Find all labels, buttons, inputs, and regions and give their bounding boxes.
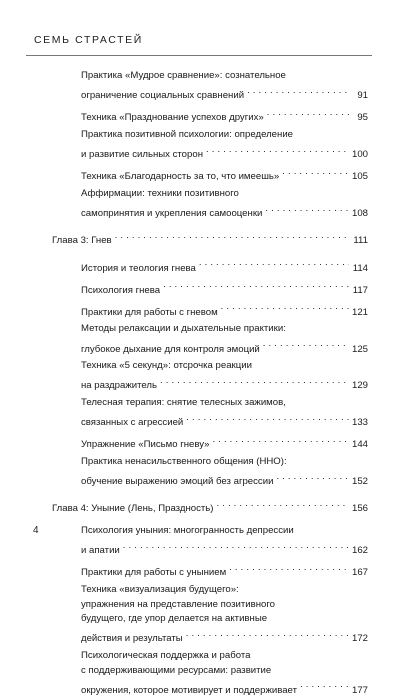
toc-entry-line bbox=[81, 455, 368, 470]
toc-entry-line bbox=[81, 539, 368, 559]
toc-entry-line bbox=[81, 561, 368, 581]
page-number: 4 bbox=[33, 525, 39, 536]
dot-leader bbox=[163, 278, 349, 293]
toc-entry-line bbox=[81, 278, 368, 298]
toc-entry-title: Психологическая поддержка и работа bbox=[81, 649, 251, 661]
toc-entry-line bbox=[81, 322, 368, 337]
toc-section-entry bbox=[81, 455, 368, 490]
toc-section-entry bbox=[81, 322, 368, 357]
toc-entry-title: упражнения на представление позитивного bbox=[81, 598, 275, 610]
toc-entry-line bbox=[81, 411, 368, 431]
toc-page-number: 100 bbox=[351, 149, 368, 161]
dot-leader bbox=[282, 165, 349, 180]
toc-section-entry bbox=[81, 165, 368, 185]
toc-entry-title: и развитие сильных сторон bbox=[81, 149, 203, 161]
toc-section-entry bbox=[81, 433, 368, 453]
dot-leader bbox=[206, 143, 349, 158]
toc-entry-line bbox=[52, 497, 368, 517]
toc-entry-title: Упражнение «Письмо гневу» bbox=[81, 439, 210, 451]
toc-page-number: 156 bbox=[351, 503, 368, 515]
toc-page-number: 125 bbox=[351, 343, 368, 355]
toc-section-entry bbox=[81, 524, 368, 559]
toc-page-number: 133 bbox=[351, 417, 368, 429]
toc-section-entry bbox=[81, 649, 368, 698]
toc-page-number: 105 bbox=[351, 171, 368, 183]
toc-page-number: 152 bbox=[351, 476, 368, 488]
dot-leader bbox=[247, 84, 349, 99]
toc-section-entry bbox=[81, 106, 368, 126]
toc-entry-title: самопринятия и укрепления самооценки bbox=[81, 208, 263, 220]
dot-leader bbox=[265, 202, 349, 217]
toc-entry-title: Психология гнева bbox=[81, 284, 161, 296]
toc-entry-line bbox=[81, 524, 368, 539]
toc-page-number: 114 bbox=[352, 262, 368, 274]
dot-leader bbox=[221, 300, 349, 315]
toc-entry-title: Глава 3: Гнев bbox=[52, 235, 112, 247]
toc-entry-line bbox=[81, 664, 368, 679]
toc-page-number: 129 bbox=[351, 380, 368, 392]
toc-entry-title: Психология уныния: многогранность депрессии bbox=[81, 524, 294, 536]
toc-entry-title: будущего, где упор делается на активные bbox=[81, 613, 268, 625]
toc-entry-line bbox=[81, 143, 368, 163]
toc-entry-line bbox=[81, 106, 368, 126]
toc-entry-line bbox=[81, 187, 368, 202]
dot-leader bbox=[267, 106, 349, 121]
toc-entry-title: Практика ненасильственного общения (ННО): bbox=[81, 456, 287, 467]
toc-entry-line bbox=[52, 229, 368, 249]
toc-entry-line bbox=[81, 84, 368, 104]
toc-section-entry bbox=[81, 359, 368, 394]
toc-entry-line bbox=[81, 256, 368, 276]
toc-section-entry bbox=[81, 561, 368, 581]
toc-entry-title: Глава 4: Уныние (Лень, Праздность) bbox=[52, 503, 214, 515]
dot-leader bbox=[212, 433, 349, 448]
dot-leader bbox=[115, 229, 349, 244]
toc-section-entry bbox=[81, 256, 368, 276]
toc-entry-title: История и теология гнева bbox=[81, 262, 196, 274]
toc-page-number: 121 bbox=[351, 306, 368, 318]
header-rule bbox=[26, 55, 372, 56]
table-of-contents bbox=[0, 69, 412, 698]
toc-entry-line bbox=[81, 612, 368, 627]
toc-entry-line bbox=[81, 359, 368, 374]
toc-entry-title: с поддерживающими ресурсами: развитие bbox=[81, 664, 272, 676]
toc-page-number: 108 bbox=[351, 208, 368, 220]
toc-page-number: 167 bbox=[351, 567, 368, 579]
toc-entry-title: обучение выражению эмоций без агрессии bbox=[81, 476, 274, 488]
toc-entry-title: Методы релаксации и дыхательные практики: bbox=[81, 323, 286, 335]
toc-page-number: 111 bbox=[353, 235, 368, 247]
toc-entry-line bbox=[81, 598, 368, 613]
dot-leader bbox=[216, 497, 349, 512]
toc-entry-line bbox=[81, 678, 368, 698]
toc-page-number: 91 bbox=[357, 90, 368, 102]
toc-section-entry bbox=[81, 583, 368, 647]
toc-section-entry bbox=[81, 300, 368, 320]
toc-entry-line bbox=[81, 396, 368, 411]
dot-leader bbox=[123, 539, 349, 554]
toc-page-number: 95 bbox=[357, 112, 368, 124]
dot-leader bbox=[263, 337, 349, 352]
toc-entry-line bbox=[81, 433, 368, 453]
toc-chapter-entry bbox=[52, 497, 368, 517]
toc-section-entry bbox=[81, 69, 368, 104]
toc-entry-line bbox=[81, 649, 368, 664]
toc-entry-line bbox=[81, 202, 368, 222]
toc-entry-title: Техника «визуализация будущего»: bbox=[81, 583, 239, 595]
toc-entry-line bbox=[81, 69, 368, 84]
toc-section-entry bbox=[81, 187, 368, 222]
dot-leader bbox=[276, 470, 349, 485]
dot-leader bbox=[186, 411, 349, 426]
toc-page-number: 177 bbox=[351, 684, 368, 696]
toc-entry-title: Практика «Мудрое сравнение»: сознательное bbox=[81, 70, 286, 81]
toc-entry-title: Техника «Празднование успехов других» bbox=[81, 112, 264, 124]
toc-entry-title: Практика позитивной психологии: определение bbox=[81, 128, 294, 140]
toc-section-entry bbox=[81, 278, 368, 298]
toc-page-number: 117 bbox=[352, 284, 368, 296]
toc-entry-title: связанных с агрессией bbox=[81, 417, 184, 429]
dot-leader bbox=[160, 374, 349, 389]
toc-section-entry bbox=[81, 396, 368, 431]
running-header: СЕМЬ СТРАСТЕЙ bbox=[34, 34, 143, 46]
toc-entry-title: ограничение социальных сравнений bbox=[81, 90, 245, 102]
toc-entry-line bbox=[81, 300, 368, 320]
toc-page-number: 144 bbox=[351, 439, 368, 451]
toc-entry-line bbox=[81, 128, 368, 143]
toc-entry-title: Практики для работы с гневом bbox=[81, 306, 218, 318]
toc-entry-line bbox=[81, 337, 368, 357]
toc-entry-title: Техника «Благодарность за то, что имеешь» bbox=[81, 171, 280, 183]
toc-section-entry bbox=[81, 128, 368, 163]
toc-entry-title: и апатии bbox=[81, 545, 120, 557]
dot-leader bbox=[229, 561, 349, 576]
toc-entry-line bbox=[81, 583, 368, 598]
dot-leader bbox=[199, 256, 349, 271]
toc-entry-title: Аффирмации: техники позитивного bbox=[81, 187, 239, 199]
dot-leader bbox=[186, 627, 349, 642]
toc-entry-title: окружения, которое мотивирует и поддерживает bbox=[81, 684, 297, 696]
toc-entry-title: Практики для работы с унынием bbox=[81, 567, 227, 579]
toc-entry-title: действия и результаты bbox=[81, 633, 183, 645]
dot-leader bbox=[300, 678, 349, 693]
toc-page-number: 172 bbox=[351, 633, 368, 645]
toc-entry-line bbox=[81, 374, 368, 394]
toc-entry-title: на раздражитель bbox=[81, 380, 157, 392]
toc-entry-title: Телесная терапия: снятие телесных зажимов, bbox=[81, 397, 286, 409]
toc-entry-title: Техника «5 секунд»: отсрочка реакции bbox=[81, 360, 252, 372]
toc-chapter-entry bbox=[52, 229, 368, 249]
toc-page-number: 162 bbox=[351, 545, 368, 557]
toc-entry-title: глубокое дыхание для контроля эмоций bbox=[81, 343, 260, 355]
toc-entry-line bbox=[81, 627, 368, 647]
toc-entry-line bbox=[81, 470, 368, 490]
toc-entry-line bbox=[81, 165, 368, 185]
